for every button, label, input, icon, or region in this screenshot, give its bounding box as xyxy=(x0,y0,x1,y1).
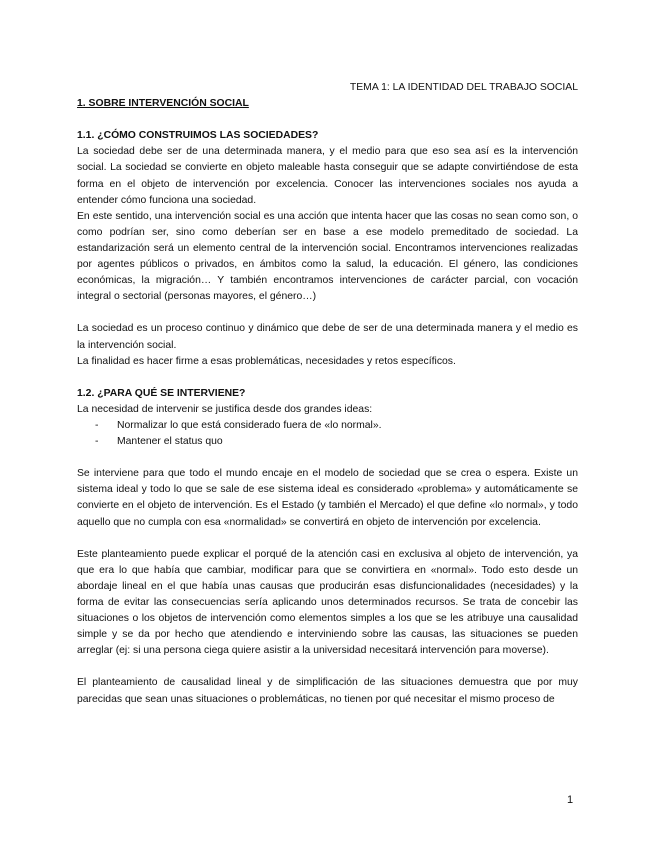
paragraph: La necesidad de intervenir se justifica desde dos grandes ideas: xyxy=(77,403,373,415)
subsection-title-1-1: 1.1. ¿CÓMO CONSTRUIMOS LAS SOCIEDADES? xyxy=(77,130,319,142)
list-item xyxy=(77,418,578,434)
document-page xyxy=(77,80,578,708)
blank-line xyxy=(77,305,578,321)
bullet-list xyxy=(77,418,578,450)
paragraph: La sociedad es un proceso continuo y dinámico que debe de ser de una determinada manera y el medio es la intervención social. xyxy=(77,323,578,351)
blank-line xyxy=(77,531,578,547)
list-item-text: Normalizar lo que está considerado fuera de «lo normal». xyxy=(117,419,382,431)
bullet-dash: - xyxy=(95,436,99,448)
paragraph: En este sentido, una intervención social es una acción que intenta hacer que las cosas no sean como son, o como podrían ser, sino como deberían ser en base a ese modelo premeditado de sociedad. La estandarización será un elemento central de la intervención social. Encontramos intervenciones realizadas por agentes públicos o privados, en ámbitos como la salud, la educación. El género, las condiciones económicas, la migración… Y también encontramos intervenciones de carácter parcial, con vocación integral o sectorial (personas mayores, el género…) xyxy=(77,210,578,303)
paragraph: Este planteamiento puede explicar el porqué de la atención casi en exclusiva al objeto de intervención, ya que era lo que había que cambiar, modificar para que se convirtiera en «normal». Todo esto desde un abordaje lineal en el que había unas causas que producirán esas disfuncionalidades (necesidades) y la forma de evitar las consecuencias sería aplicando unos determinados recursos. Se trata de concebir las situaciones o los objetos de intervención como elementos simples a los que se les atribuye una causalidad simple y se da por hecho que atendiendo e interviniendo sobre las causas, las situaciones se pueden arreglar (ej: si una persona ciega quiere asistir a la universidad necesitará intervención para moverse). xyxy=(77,548,578,657)
paragraph: Se interviene para que todo el mundo encaje en el modelo de sociedad que se crea o espera. Existe un sistema ideal y todo lo que se sale de ese sistema ideal es considerado «problema» y automáticamente se convierte en el objeto de intervención. Es el Estado (y también el Mercado) el que define «lo normal», y todo aquello que no cumpla con esa «normalidad» se convertirá en objeto de intervención por excelencia. xyxy=(77,468,578,528)
paragraph: La finalidad es hacer firme a esas problemáticas, necesidades y retos específicos. xyxy=(77,355,456,367)
blank-line xyxy=(77,370,578,386)
list-item xyxy=(77,434,578,450)
list-item-text: Mantener el status quo xyxy=(117,436,223,448)
blank-line xyxy=(77,450,578,466)
blank-line xyxy=(77,112,578,128)
section-title: 1. SOBRE INTERVENCIÓN SOCIAL xyxy=(77,98,249,110)
subsection-title-1-2: 1.2. ¿PARA QUÉ SE INTERVIENE? xyxy=(77,387,246,399)
page-number: 1 xyxy=(567,794,574,806)
paragraph: El planteamiento de causalidad lineal y de simplificación de las situaciones demuestra que por muy parecidas que sean unas situaciones o problemáticas, no tienen por qué necesitar el mismo proceso de xyxy=(77,677,578,705)
running-header: TEMA 1: LA IDENTIDAD DEL TRABAJO SOCIAL xyxy=(349,82,578,93)
bullet-dash: - xyxy=(95,419,99,431)
paragraph: La sociedad debe ser de una determinada manera, y el medio para que eso sea así es la intervención social. La sociedad se convierte en objeto maleable hasta conseguir que se adapte convirtiéndose de esta forma en el objeto de intervención por excelencia. Conocer las intervenciones sociales nos ayuda a entender cómo funciona una sociedad. xyxy=(77,146,578,206)
blank-line xyxy=(77,659,578,675)
